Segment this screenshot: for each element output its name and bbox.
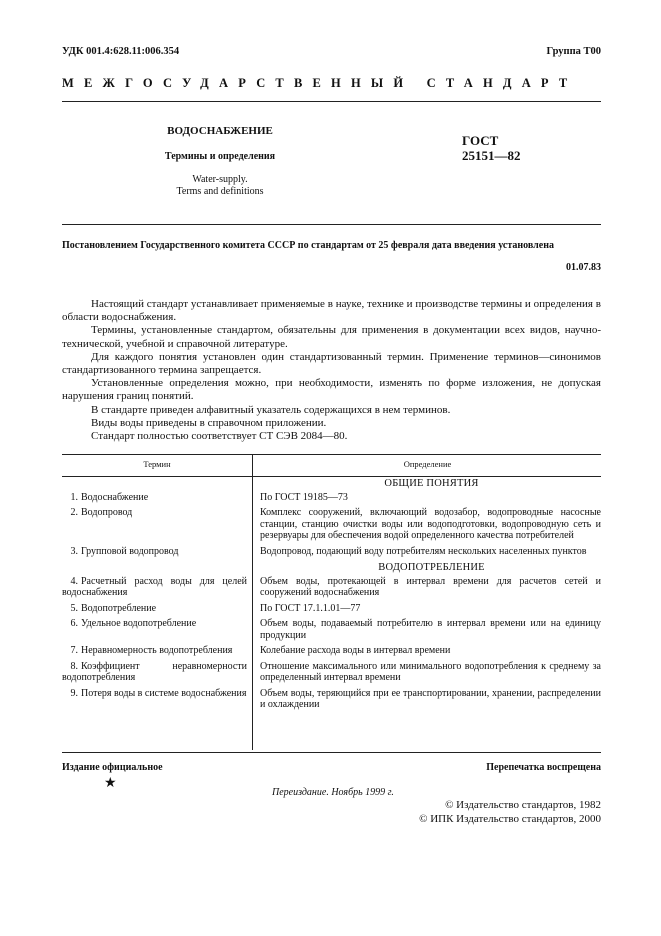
term-cell [62, 661, 252, 684]
english-title-line1: Water-supply. [192, 174, 248, 185]
table-row [62, 546, 601, 558]
table-row [62, 661, 601, 684]
document-subtitle: Термины и определения [164, 151, 276, 162]
top-divider [62, 101, 601, 102]
table-header [62, 454, 601, 477]
intro-text [62, 298, 601, 443]
term-cell [62, 576, 252, 599]
term-text: Потеря воды в системе водоснабжения [81, 687, 247, 699]
intro-paragraph: Стандарт полностью соответствует СТ СЭВ 2084—80. [91, 430, 348, 443]
group-code: Группа Т00 [546, 46, 601, 57]
reissue-note: Переиздание. Ноябрь 1999 г. [272, 787, 394, 798]
reprint-prohibited-label: Перепечатка воспрещена [486, 762, 601, 773]
table-row [62, 645, 601, 657]
term-text: Водопотребление [81, 602, 157, 614]
section-heading: ОБЩИЕ ПОНЯТИЯ [384, 478, 479, 489]
intro-paragraph: Установленные определения можно, при необходимости, изменять по форме изложения, не допуская нарушения границ понятий. [62, 377, 601, 403]
gost-label: ГОСТ [462, 133, 499, 148]
intro-paragraph: В стандарте приведен алфавитный указатель содержащихся в нем терминов. [91, 403, 451, 416]
decree-text: Постановлением Государственного комитета СССР по стандартам от 25 февраля дата введения установлена [62, 240, 554, 251]
english-title [120, 174, 320, 198]
gost-number: 25151—82 [462, 148, 521, 163]
table-row [62, 603, 601, 615]
official-edition-label: Издание официальное [62, 762, 163, 773]
definition-cell: Отношение максимального или минимального водопотребления к среднему за определенный интервал времени [260, 660, 601, 683]
term-text: Групповой водопровод [81, 545, 179, 557]
term-cell [62, 645, 252, 657]
table-bottom-border [62, 752, 601, 753]
term-cell [62, 546, 252, 558]
intro-paragraph: Виды воды приведены в справочном приложении. [91, 416, 327, 429]
terms-table [62, 454, 601, 715]
term-text: Водоснабжение [81, 491, 149, 503]
definition-cell: Комплекс сооружений, включающий водозабор, водопроводные насосные станции, станцию очистки воды или водоподготовки, водопроводную сеть и резервуары для обеспечения водой определенного качества потребителей [260, 507, 601, 541]
term-cell [62, 507, 252, 542]
section-heading: ВОДОПОТРЕБЛЕНИЕ [378, 562, 485, 573]
term-number: 3. [70, 545, 78, 557]
effective-date: 01.07.83 [566, 262, 601, 273]
table-row [62, 688, 601, 711]
table-row [62, 618, 601, 641]
copyright-line: © ИПК Издательство стандартов, 2000 [419, 813, 601, 825]
definition-cell: По ГОСТ 17.1.1.01—77 [260, 602, 361, 614]
term-number: 1. [70, 491, 78, 503]
document-title: ВОДОСНАБЖЕНИЕ [167, 125, 273, 137]
term-cell [62, 688, 252, 711]
term-number: 6. [70, 618, 78, 629]
table-row [62, 576, 601, 599]
term-text: Удельное водопотребление [81, 618, 197, 629]
term-text: Водопровод [81, 507, 133, 518]
table-row [62, 492, 601, 504]
term-number: 4. [70, 575, 78, 587]
definition-cell: Колебание расхода воды в интервал времени [260, 645, 451, 656]
term-text: Расчетный расход воды для целей водоснабжения [62, 575, 247, 598]
intro-paragraph: Для каждого понятия установлен один стандартизованный термин. Применение терминов—синонимов стандартизованного термина запрещается. [62, 350, 601, 377]
term-number: 7. [70, 645, 78, 656]
definition-cell: Водопровод, подающий воду потребителям нескольких населенных пунктов [260, 545, 587, 557]
column-header-term: Термин [143, 459, 171, 469]
standard-type-heading: МЕЖГОСУДАРСТВЕННЫЙ СТАНДАРТ [62, 76, 578, 90]
term-number: 9. [70, 687, 78, 699]
definition-cell: Объем воды, подаваемый потребителю в интервал времени или на единицу продукции [260, 618, 601, 641]
definition-cell: Объем воды, теряющийся при ее транспортировании, хранении, распределении и охлаждении [260, 687, 601, 710]
title-divider [62, 224, 601, 225]
term-text: Коэффициент неравномерности водопотребления [62, 660, 247, 683]
term-number: 5. [70, 602, 78, 614]
term-number: 8. [70, 660, 78, 672]
star-icon: ★ [104, 776, 117, 791]
copyright-line: © Издательство стандартов, 1982 [445, 799, 601, 811]
term-cell [62, 618, 252, 641]
udk-code: УДК 001.4:628.11:006.354 [62, 46, 180, 57]
gost-designation [462, 133, 521, 163]
definition-cell: По ГОСТ 19185—73 [260, 491, 348, 503]
english-title-line2: Terms and definitions [176, 186, 264, 197]
intro-paragraph: Настоящий стандарт устанавливает применяемые в науке, технике и производстве термины и определения в области водоснабжения. [62, 298, 601, 324]
term-number: 2. [70, 507, 78, 518]
intro-paragraph: Термины, установленные стандартом, обязательны для применения в документации всех видов, научно-технической, учебной и справочной литературе. [62, 324, 601, 350]
term-cell [62, 492, 252, 504]
term-cell [62, 603, 252, 615]
column-header-definition: Определение [403, 459, 452, 469]
definition-cell: Объем воды, протекающей в интервал времени для расчетов сетей и сооружений водоснабжения [260, 575, 601, 598]
term-text: Неравномерность водопотребления [81, 645, 233, 656]
table-row [62, 507, 601, 542]
